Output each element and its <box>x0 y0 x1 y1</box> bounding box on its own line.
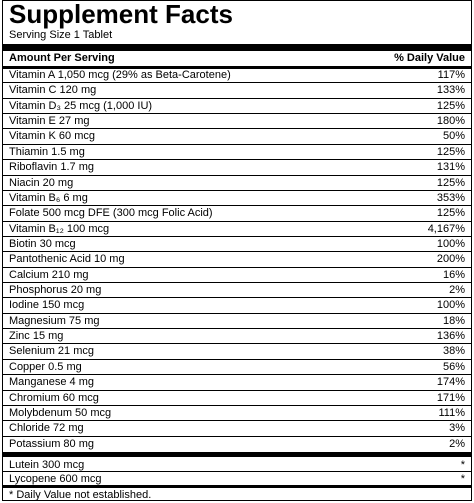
daily-value-header: % Daily Value <box>394 52 465 64</box>
daily-value-percent: 171% <box>436 391 465 404</box>
daily-value-percent: 136% <box>436 330 465 343</box>
daily-value-percent: 2% <box>449 437 465 450</box>
daily-value-percent: 56% <box>442 360 465 373</box>
amount-per-serving-header: Amount Per Serving <box>9 52 115 64</box>
nutrient-name: Lutein 300 mcg <box>9 459 85 471</box>
other-ingredients-list <box>3 458 471 485</box>
nutrient-name: Lycopene 600 mcg <box>9 472 102 485</box>
nutrient-row <box>3 206 471 221</box>
nutrient-row <box>3 68 471 83</box>
daily-value-percent: 200% <box>436 253 465 266</box>
other-ingredient-row <box>3 458 471 472</box>
footnote: * Daily Value not established. <box>9 489 152 501</box>
nutrient-name: Vitamin C 120 mg <box>9 84 97 97</box>
panel-title: Supplement Facts <box>9 0 233 29</box>
daily-value-percent: 2% <box>449 284 465 297</box>
thick-divider-top <box>3 44 471 51</box>
nutrient-row <box>3 329 471 344</box>
nutrient-row <box>3 222 471 237</box>
nutrient-row <box>3 176 471 191</box>
daily-value-percent: 38% <box>442 345 465 358</box>
nutrient-row <box>3 99 471 114</box>
nutrient-row <box>3 421 471 436</box>
daily-value-percent: 125% <box>436 176 465 189</box>
nutrient-row <box>3 391 471 406</box>
nutrient-row <box>3 406 471 421</box>
nutrient-name: Iodine 150 mcg <box>9 299 85 312</box>
daily-value-percent: 16% <box>442 268 465 281</box>
daily-value-percent: 131% <box>436 161 465 174</box>
daily-value-percent: 133% <box>436 84 465 97</box>
supplement-facts-panel <box>2 0 472 501</box>
nutrient-name: Phosphorus 20 mg <box>9 284 102 297</box>
nutrient-row <box>3 437 471 452</box>
daily-value-percent: 50% <box>442 130 465 143</box>
nutrient-list <box>3 68 471 452</box>
thick-divider-middle <box>3 452 471 457</box>
nutrient-row <box>3 268 471 283</box>
nutrient-name: Niacin 20 mg <box>9 176 74 189</box>
nutrient-name: Molybdenum 50 mcg <box>9 406 112 419</box>
daily-value-percent: 18% <box>442 314 465 327</box>
nutrient-name: Vitamin B₁₂ 100 mcg <box>9 222 110 235</box>
daily-value-percent: 125% <box>436 145 465 158</box>
daily-value-percent: 100% <box>436 299 465 312</box>
nutrient-name: Calcium 210 mg <box>9 268 89 281</box>
nutrient-name: Potassium 80 mg <box>9 437 94 450</box>
daily-value-percent: 353% <box>436 191 465 204</box>
daily-value-percent: 117% <box>437 69 465 81</box>
nutrient-name: Copper 0.5 mg <box>9 360 82 373</box>
nutrient-row <box>3 283 471 298</box>
nutrient-name: Biotin 30 mcg <box>9 237 76 250</box>
nutrient-name: Vitamin K 60 mcg <box>9 130 96 143</box>
daily-value-percent: 111% <box>438 406 465 419</box>
daily-value-percent: * <box>460 459 465 471</box>
daily-value-percent: 4,167% <box>427 222 465 235</box>
nutrient-name: Vitamin D₃ 25 mcg (1,000 IU) <box>9 99 153 112</box>
nutrient-name: Chloride 72 mg <box>9 422 84 435</box>
daily-value-percent: 3% <box>449 422 465 435</box>
nutrient-name: Pantothenic Acid 10 mg <box>9 253 125 266</box>
nutrient-name: Thiamin 1.5 mg <box>9 145 85 158</box>
nutrient-name: Zinc 15 mg <box>9 330 64 343</box>
nutrient-row <box>3 160 471 175</box>
nutrient-name: Magnesium 75 mg <box>9 314 100 327</box>
serving-size: Serving Size 1 Tablet <box>9 29 113 41</box>
nutrient-name: Selenium 21 mcg <box>9 345 94 358</box>
nutrient-row <box>3 83 471 98</box>
nutrient-row <box>3 145 471 160</box>
nutrient-row <box>3 344 471 359</box>
daily-value-percent: 174% <box>436 376 465 389</box>
nutrient-name: Riboflavin 1.7 mg <box>9 161 94 174</box>
daily-value-percent: 125% <box>436 99 465 112</box>
nutrient-row <box>3 237 471 252</box>
nutrient-row <box>3 114 471 129</box>
nutrient-row <box>3 298 471 313</box>
nutrient-row <box>3 375 471 390</box>
nutrient-name: Vitamin A 1,050 mcg (29% as Beta-Carotene) <box>9 69 231 81</box>
nutrient-row <box>3 314 471 329</box>
nutrient-name: Folate 500 mcg DFE (300 mcg Folic Acid) <box>9 207 213 220</box>
nutrient-name: Vitamin B₆ 6 mg <box>9 191 88 204</box>
daily-value-percent: 180% <box>436 115 465 128</box>
column-header-row <box>3 51 471 66</box>
nutrient-name: Vitamin E 27 mg <box>9 115 90 128</box>
daily-value-percent: * <box>460 472 465 485</box>
daily-value-percent: 125% <box>436 207 465 220</box>
daily-value-percent: 100% <box>436 237 465 250</box>
nutrient-name: Manganese 4 mg <box>9 376 94 389</box>
nutrient-row <box>3 191 471 206</box>
other-ingredient-row <box>3 472 471 486</box>
nutrient-row <box>3 129 471 144</box>
nutrient-row <box>3 360 471 375</box>
nutrient-row <box>3 252 471 267</box>
nutrient-name: Chromium 60 mcg <box>9 391 99 404</box>
